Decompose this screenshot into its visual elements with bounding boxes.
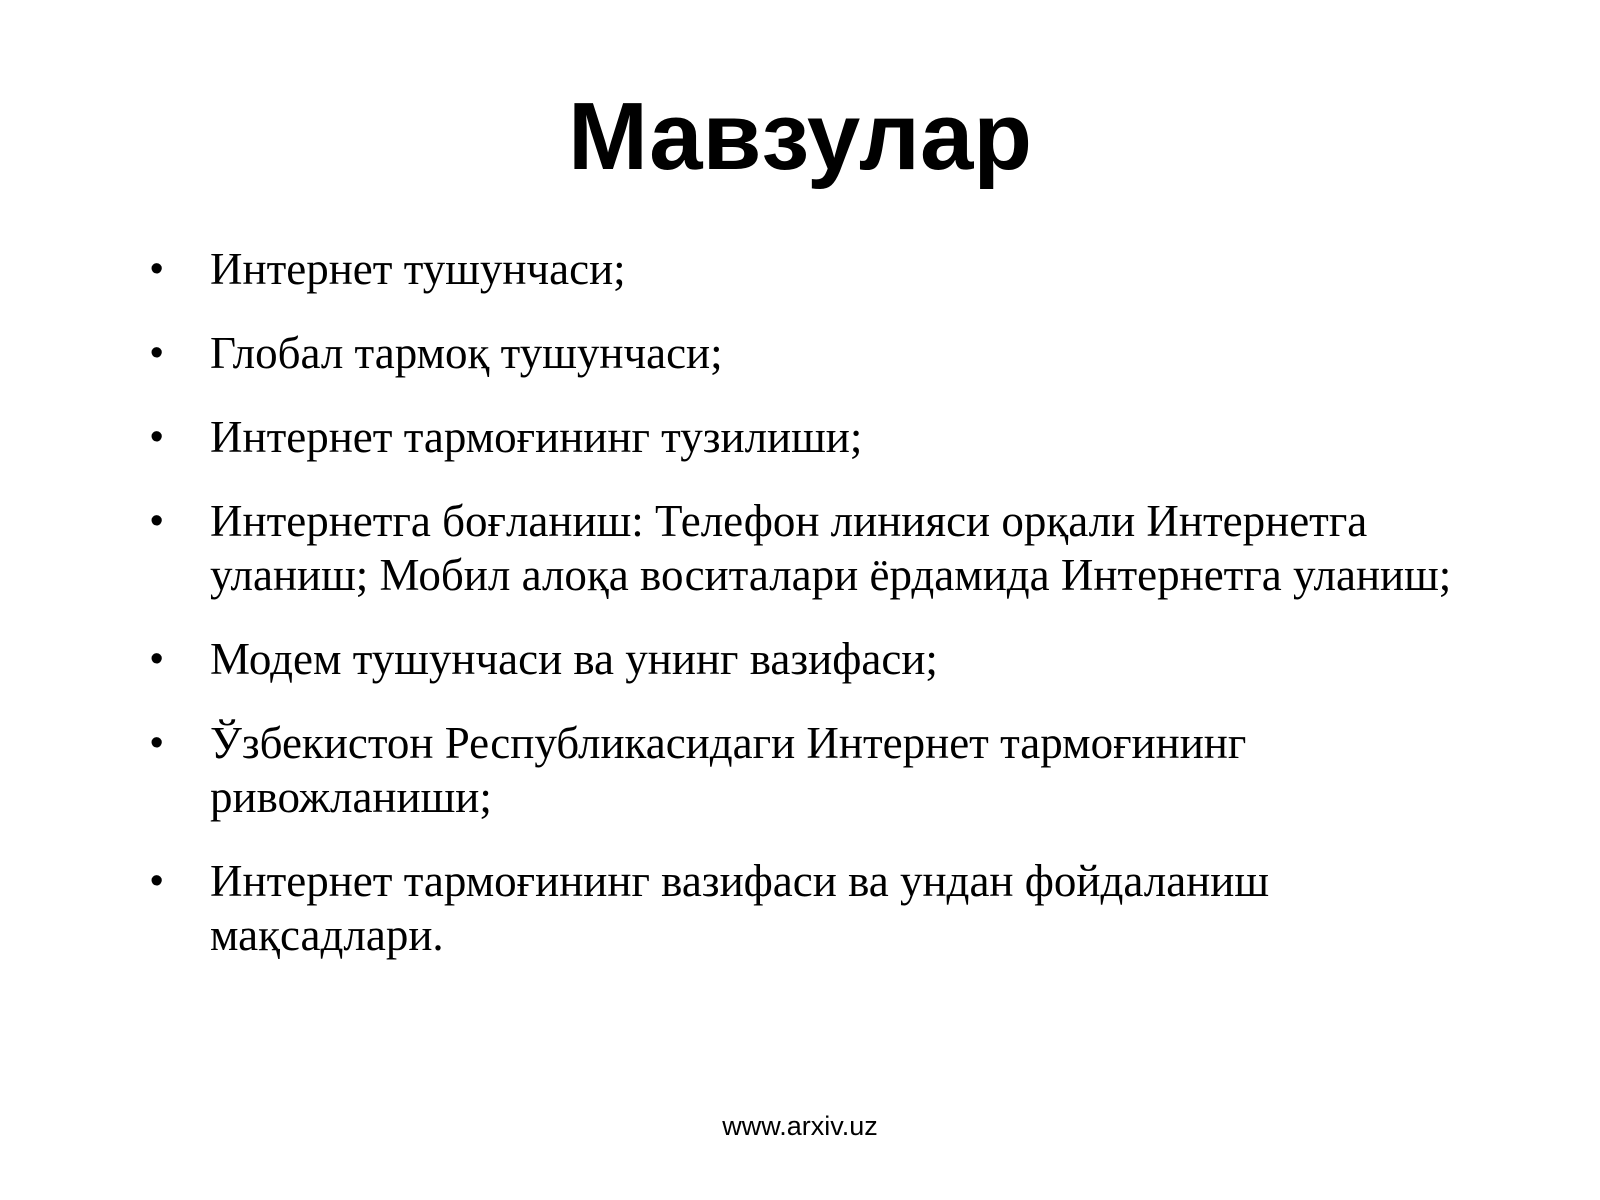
topic-item — [150, 716, 1480, 824]
topic-item — [150, 632, 1480, 686]
topic-text: Интернетга боғланиш: Телефон линияси орқали Интернетга уланиш; Мобил алоқа воситалари ёрдамида Интернетга уланиш; — [210, 496, 1452, 600]
topic-list — [150, 242, 1480, 992]
topic-text: Глобал тармоқ тушунчаси; — [210, 328, 723, 378]
topic-item — [150, 410, 1480, 464]
topic-text: Модем тушунчаси ва унинг вазифаси; — [210, 634, 938, 684]
bullet-icon: • — [150, 332, 164, 374]
bullet-icon: • — [150, 638, 164, 680]
topic-item — [150, 326, 1480, 380]
bullet-icon: • — [150, 722, 164, 764]
topic-text: Интернет тармоғининг вазифаси ва ундан фойдаланиш мақсадлари. — [210, 856, 1269, 960]
topic-text: Интернет тушунчаси; — [210, 244, 626, 294]
bullet-icon: • — [150, 500, 164, 542]
footer-url: www.arxiv.uz — [722, 1111, 878, 1141]
topic-text: Интернет тармоғининг тузилиши; — [210, 412, 863, 462]
bullet-icon: • — [150, 416, 164, 458]
bullet-icon: • — [150, 860, 164, 902]
bullet-icon: • — [150, 248, 164, 290]
slide-title: Мавзулар — [567, 83, 1032, 190]
topic-item — [150, 494, 1480, 602]
topic-text: Ўзбекистон Республикасидаги Интернет тармоғининг ривожланиши; — [210, 718, 1247, 822]
topic-item — [150, 242, 1480, 296]
topic-item — [150, 854, 1480, 962]
